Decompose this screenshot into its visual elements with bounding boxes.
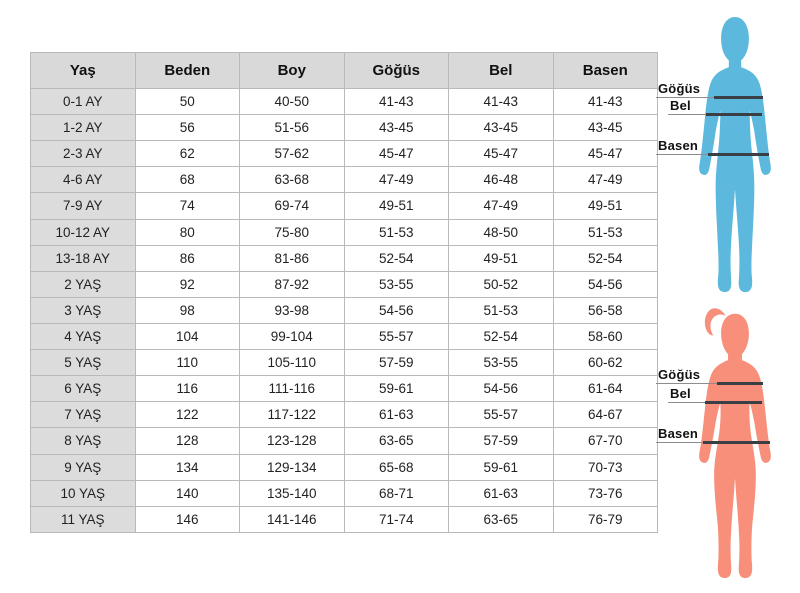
value-cell: 52-54 [344, 245, 449, 271]
value-cell: 51-53 [553, 219, 658, 245]
value-cell: 47-49 [449, 193, 554, 219]
value-cell: 105-110 [240, 350, 345, 376]
value-cell: 57-62 [240, 141, 345, 167]
value-cell: 81-86 [240, 245, 345, 271]
table-row [31, 167, 658, 193]
value-cell: 116 [135, 376, 240, 402]
value-cell: 141-146 [240, 506, 345, 532]
age-cell: 0-1 AY [31, 89, 136, 115]
value-cell: 63-65 [449, 506, 554, 532]
girl-chest-line [717, 382, 763, 385]
age-cell: 1-2 AY [31, 115, 136, 141]
value-cell: 64-67 [553, 402, 658, 428]
value-cell: 129-134 [240, 454, 345, 480]
age-cell: 7 YAŞ [31, 402, 136, 428]
boy-chest-label: Göğüs [658, 81, 701, 96]
value-cell: 122 [135, 402, 240, 428]
value-cell: 41-43 [553, 89, 658, 115]
value-cell: 45-47 [553, 141, 658, 167]
table-row [31, 297, 658, 323]
value-cell: 49-51 [553, 193, 658, 219]
age-cell: 2 YAŞ [31, 271, 136, 297]
boy-waist-label: Bel [670, 98, 691, 113]
value-cell: 50-52 [449, 271, 554, 297]
value-cell: 52-54 [449, 323, 554, 349]
column-header-basen: Basen [553, 53, 658, 89]
boy-hip-measure [656, 138, 769, 155]
value-cell: 48-50 [449, 219, 554, 245]
value-cell: 52-54 [553, 245, 658, 271]
girl-hip-measure [656, 426, 770, 443]
value-cell: 59-61 [344, 376, 449, 402]
value-cell: 140 [135, 480, 240, 506]
value-cell: 74 [135, 193, 240, 219]
value-cell: 80 [135, 219, 240, 245]
girl-waist-line [705, 401, 762, 404]
value-cell: 57-59 [449, 428, 554, 454]
value-cell: 56 [135, 115, 240, 141]
value-cell: 65-68 [344, 454, 449, 480]
value-cell: 135-140 [240, 480, 345, 506]
value-cell: 47-49 [553, 167, 658, 193]
value-cell: 75-80 [240, 219, 345, 245]
girl-hip-label: Basen [658, 426, 699, 441]
table-row [31, 141, 658, 167]
value-cell: 134 [135, 454, 240, 480]
value-cell: 58-60 [553, 323, 658, 349]
value-cell: 57-59 [344, 350, 449, 376]
value-cell: 56-58 [553, 297, 658, 323]
column-header-beden: Beden [135, 53, 240, 89]
age-cell: 9 YAŞ [31, 454, 136, 480]
boy-chest-measure [656, 81, 763, 98]
value-cell: 86 [135, 245, 240, 271]
column-header-yas: Yaş [31, 53, 136, 89]
value-cell: 123-128 [240, 428, 345, 454]
value-cell: 68 [135, 167, 240, 193]
size-table [30, 52, 658, 533]
value-cell: 60-62 [553, 350, 658, 376]
girl-hip-line [703, 441, 770, 444]
value-cell: 54-56 [553, 271, 658, 297]
age-cell: 8 YAŞ [31, 428, 136, 454]
value-cell: 47-49 [344, 167, 449, 193]
value-cell: 128 [135, 428, 240, 454]
value-cell: 117-122 [240, 402, 345, 428]
value-cell: 50 [135, 89, 240, 115]
value-cell: 61-63 [449, 480, 554, 506]
girl-waist-measure [668, 386, 762, 403]
age-cell: 10-12 AY [31, 219, 136, 245]
table-row [31, 245, 658, 271]
table-row [31, 402, 658, 428]
value-cell: 51-53 [449, 297, 554, 323]
value-cell: 46-48 [449, 167, 554, 193]
value-cell: 54-56 [449, 376, 554, 402]
size-table-body [31, 89, 658, 533]
age-cell: 6 YAŞ [31, 376, 136, 402]
table-row [31, 271, 658, 297]
age-cell: 3 YAŞ [31, 297, 136, 323]
value-cell: 61-63 [344, 402, 449, 428]
header-row [31, 53, 658, 89]
column-header-gogus: Göğüs [344, 53, 449, 89]
value-cell: 98 [135, 297, 240, 323]
value-cell: 43-45 [449, 115, 554, 141]
table-row [31, 193, 658, 219]
age-cell: 10 YAŞ [31, 480, 136, 506]
boy-hip-label: Basen [658, 138, 699, 153]
table-row [31, 323, 658, 349]
age-cell: 2-3 AY [31, 141, 136, 167]
boy-hip-line [708, 153, 769, 156]
value-cell: 70-73 [553, 454, 658, 480]
age-cell: 7-9 AY [31, 193, 136, 219]
value-cell: 45-47 [449, 141, 554, 167]
value-cell: 53-55 [449, 350, 554, 376]
girl-waist-label: Bel [670, 386, 691, 401]
age-cell: 4-6 AY [31, 167, 136, 193]
value-cell: 51-53 [344, 219, 449, 245]
value-cell: 63-65 [344, 428, 449, 454]
table-row [31, 376, 658, 402]
table-row [31, 480, 658, 506]
age-cell: 5 YAŞ [31, 350, 136, 376]
value-cell: 55-57 [449, 402, 554, 428]
value-cell: 110 [135, 350, 240, 376]
table-row [31, 428, 658, 454]
value-cell: 54-56 [344, 297, 449, 323]
value-cell: 43-45 [344, 115, 449, 141]
value-cell: 99-104 [240, 323, 345, 349]
column-header-boy: Boy [240, 53, 345, 89]
value-cell: 73-76 [553, 480, 658, 506]
table-row [31, 219, 658, 245]
value-cell: 87-92 [240, 271, 345, 297]
value-cell: 53-55 [344, 271, 449, 297]
age-cell: 11 YAŞ [31, 506, 136, 532]
value-cell: 71-74 [344, 506, 449, 532]
value-cell: 93-98 [240, 297, 345, 323]
value-cell: 45-47 [344, 141, 449, 167]
value-cell: 104 [135, 323, 240, 349]
value-cell: 49-51 [344, 193, 449, 219]
value-cell: 62 [135, 141, 240, 167]
age-cell: 4 YAŞ [31, 323, 136, 349]
girl-chest-label: Göğüs [658, 367, 701, 382]
value-cell: 63-68 [240, 167, 345, 193]
girl-chest-measure [656, 367, 763, 384]
value-cell: 41-43 [449, 89, 554, 115]
value-cell: 146 [135, 506, 240, 532]
table-row [31, 115, 658, 141]
value-cell: 49-51 [449, 245, 554, 271]
size-table-header [31, 53, 658, 89]
table-row [31, 454, 658, 480]
boy-silhouette [677, 14, 793, 300]
table-row [31, 350, 658, 376]
value-cell: 76-79 [553, 506, 658, 532]
boy-waist-line [706, 113, 762, 116]
value-cell: 51-56 [240, 115, 345, 141]
value-cell: 68-71 [344, 480, 449, 506]
value-cell: 41-43 [344, 89, 449, 115]
value-cell: 61-64 [553, 376, 658, 402]
value-cell: 111-116 [240, 376, 345, 402]
value-cell: 67-70 [553, 428, 658, 454]
value-cell: 59-61 [449, 454, 554, 480]
column-header-bel: Bel [449, 53, 554, 89]
value-cell: 92 [135, 271, 240, 297]
age-cell: 13-18 AY [31, 245, 136, 271]
table-row [31, 506, 658, 532]
boy-waist-measure [668, 98, 762, 115]
table-row [31, 89, 658, 115]
value-cell: 55-57 [344, 323, 449, 349]
value-cell: 43-45 [553, 115, 658, 141]
value-cell: 69-74 [240, 193, 345, 219]
value-cell: 40-50 [240, 89, 345, 115]
